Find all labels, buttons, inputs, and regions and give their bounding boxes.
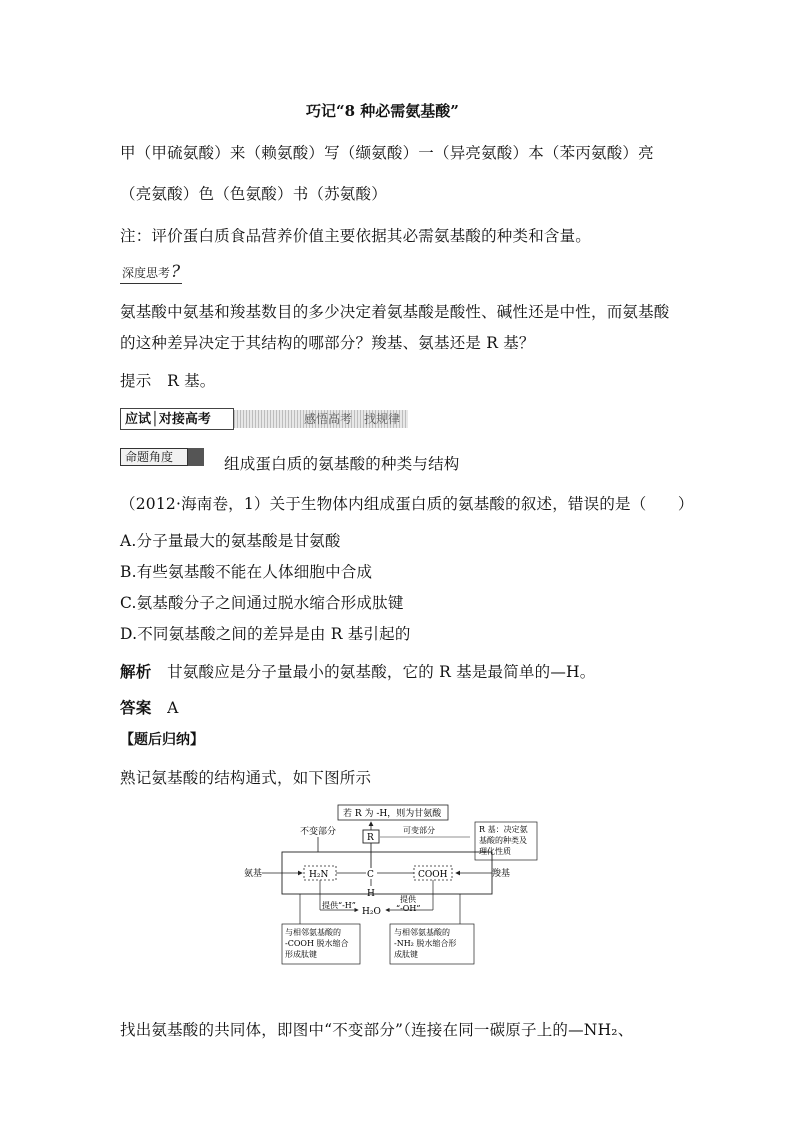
r-group-text: R [367,833,374,843]
exam-section-subtitle: 感悟高考 找规律 [234,410,408,428]
r-note-line-2: 基酸的种类及 [479,836,527,845]
note-text: 注：评价蛋白质食品营养价值主要依据其必需氨基酸的种类和含量。 [120,227,592,245]
amino-acid-structure-diagram [230,800,550,970]
summary-tag: 【题后归纳】 [120,732,204,748]
answer-row [120,696,179,718]
mnemonic-line-1: 甲（甲硫氨酸）来（赖氨酸）写（缬氨酸）一（异亮氨酸）本（苯丙氨酸）亮 [120,144,654,162]
left-note-line-3: 形成肽键 [285,950,317,959]
question-mark-icon: ? [171,262,181,282]
alpha-carbon: C [367,870,374,880]
option-b: B.有些氨基酸不能在人体细胞中合成 [120,563,373,581]
water-label: H₂O [362,907,381,917]
carboxyl-group-text: COOH [418,870,448,880]
problem-stem: （2012·海南卷，1）关于生物体内组成蛋白质的氨基酸的叙述，错误的是（ ） [120,495,694,513]
carboxyl-label: 羧基 [492,869,511,879]
question-line-1: 氨基酸中氨基和羧基数目的多少决定着氨基酸是酸性、碱性还是中性，而氨基酸 [120,303,670,321]
hint-text: 提示 R 基。 [120,372,216,390]
topic-tag-decoration [188,448,204,466]
answer-label: 答案 [120,698,152,717]
variable-label: 可变部分 [403,826,435,835]
exam-section-label: 应试│对接高考 [120,408,234,430]
amino-group-text: H₂N [309,870,329,880]
analysis-label: 解析 [120,662,152,681]
left-note-line-2: -COOH 脱水缩合 [285,939,349,948]
right-note-line-1: 与相邻氨基酸的 [394,928,450,937]
mnemonic-line-2: （亮氨酸）色（色氨酸）书（苏氨酸） [120,185,387,203]
question-line-2: 的这种差异决定于其结构的哪部分？羧基、氨基还是 R 基？ [120,334,535,352]
right-note-line-2: -NH₂ 脱水缩合形 [394,939,457,948]
summary-tag-label: 题后归纳 [134,732,190,748]
answer-value: A [167,699,179,717]
bottom-text: 找出氨基酸的共同体，即图中“不变部分”（连接在同一碳原子上的—NH₂、 [120,1021,634,1039]
invariant-label: 不变部分 [300,827,337,837]
r-note-line-1: R 基：决定氨 [479,825,528,834]
alpha-hydrogen: H [367,889,375,899]
provide-oh-label-1: 提供 [400,895,416,904]
topic-title: 组成蛋白质的氨基酸的种类与结构 [224,455,460,473]
r-note-line-3: 理化性质 [479,847,511,856]
summary-intro: 熟记氨基酸的结构通式，如下图所示 [120,769,372,787]
provide-oh-label-2: “-OH” [396,904,421,913]
topic-tag-label: 命题角度 [120,448,188,466]
amino-label: 氨基 [244,869,263,879]
analysis-text: 甘氨酸应是分子量最小的氨基酸，它的 R 基是最简单的—H。 [167,663,596,681]
page-title: 巧记“8 种必需氨基酸” [306,102,459,120]
left-note-line-1: 与相邻氨基酸的 [285,928,341,937]
right-note-line-3: 成肽键 [394,950,418,959]
option-c: C.氨基酸分子之间通过脱水缩合形成肽键 [120,594,404,612]
option-d: D.不同氨基酸之间的差异是由 R 基引起的 [120,625,411,643]
exam-section-header [120,408,408,430]
provide-h-label: 提供“-H” [322,901,356,910]
option-a: A.分子量最大的氨基酸是甘氨酸 [120,532,341,550]
deep-think-tag [120,262,182,284]
analysis-row [120,660,595,682]
deep-think-label: 深度思考 [122,266,171,280]
glycine-note-text: 若 R 为 -H，则为甘氨酸 [343,809,442,819]
